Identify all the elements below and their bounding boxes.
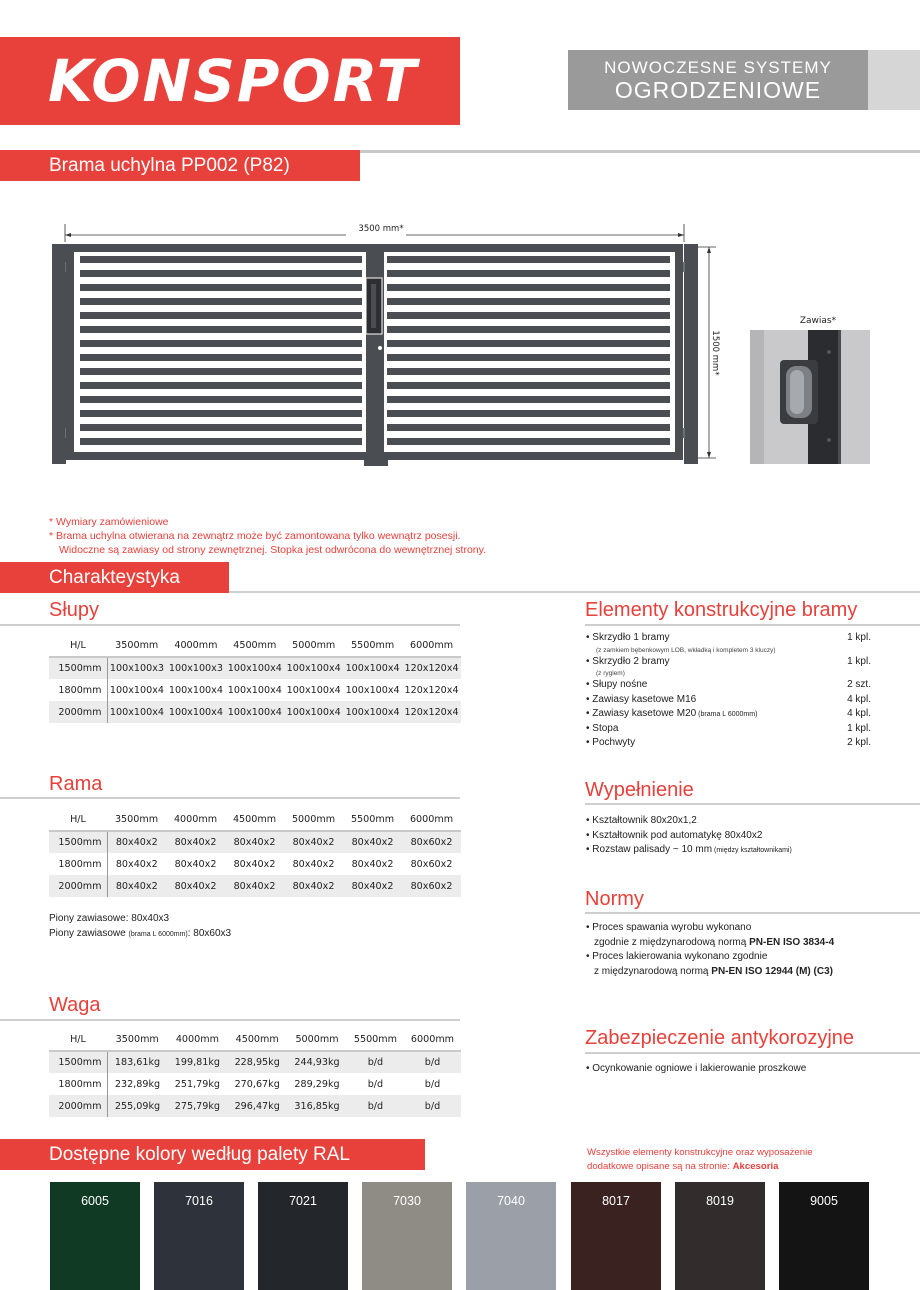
list-item xyxy=(586,693,871,708)
table-cell: 244,93kg xyxy=(287,1051,347,1073)
piony-label: Piony zawiasowe xyxy=(49,928,129,939)
table-cell: 100x100x4 xyxy=(286,684,341,696)
table-cell: 251,79kg xyxy=(174,1078,220,1090)
slupy-table xyxy=(49,635,461,723)
item-label: • Zawiasy kasetowe M16 xyxy=(586,693,697,705)
table-row xyxy=(49,1095,461,1117)
item-label: • Słupy nośne xyxy=(586,679,648,690)
table-header: 5500mm xyxy=(343,809,402,831)
table-cell: 80x40x2 xyxy=(351,858,394,870)
list-item xyxy=(586,631,871,646)
table-cell: b/d xyxy=(424,1078,441,1090)
table-cell: 100x100x4 xyxy=(345,684,400,696)
table-row xyxy=(49,1073,461,1095)
table-header: H/L xyxy=(49,809,107,831)
table-header: 5000mm xyxy=(287,1029,347,1051)
rama-divider xyxy=(0,797,460,799)
tagline-line1: NOWOCZESNE SYSTEMY xyxy=(604,58,832,77)
tagline-line2: OGRODZENIOWE xyxy=(614,77,822,103)
accessories-note-text: dodatkowe opisane są na stronie: xyxy=(587,1160,733,1172)
table-cell: 80x60x2 xyxy=(402,831,461,853)
table-cell: 80x40x2 xyxy=(284,875,343,897)
table-cell: b/d xyxy=(404,1051,461,1073)
brand-logo: KONSPORT xyxy=(48,47,419,115)
table-cell: 2000mm xyxy=(49,875,107,897)
swatch-code: 9005 xyxy=(810,1194,838,1208)
swatch-code: 7016 xyxy=(185,1194,213,1208)
table-header: 5000mm xyxy=(284,635,343,657)
table-cell: 80x40x2 xyxy=(107,875,166,897)
elementy-title: Elementy konstrukcyjne bramy xyxy=(585,599,858,621)
item-label: • Skrzydło 1 bramy xyxy=(586,632,670,643)
table-cell: 2000mm xyxy=(49,701,107,723)
item-qty: 1 kpl. xyxy=(847,632,871,643)
table-cell: 228,95kg xyxy=(227,1051,287,1073)
table-cell: 100x100x4 xyxy=(107,701,166,723)
table-cell: 80x60x2 xyxy=(402,875,461,897)
table-header: 4500mm xyxy=(227,1029,287,1051)
rama-title: Rama xyxy=(49,773,103,795)
table-cell: b/d xyxy=(347,1095,404,1117)
accessories-note-line1: Wszystkie elementy konstrukcyjne oraz wyposażenie xyxy=(587,1147,813,1158)
note-dimensions: * Wymiary zamówieniowe xyxy=(49,516,169,528)
item-qty: 2 szt. xyxy=(847,679,871,690)
swatch-code: 8019 xyxy=(706,1194,734,1208)
swatch-code: 7040 xyxy=(497,1194,525,1208)
accessories-note-line2 xyxy=(587,1160,813,1174)
list-item xyxy=(586,843,886,858)
table-cell: 80x40x2 xyxy=(292,858,335,870)
item-label: z międzynarodową normą xyxy=(594,965,712,977)
normy-divider xyxy=(585,912,920,914)
rama-table xyxy=(49,809,461,897)
logo-banner xyxy=(0,37,460,125)
norm-code: PN-EN ISO 3834-4 xyxy=(749,936,835,948)
table-header: 5500mm xyxy=(347,1029,404,1051)
slupy-divider xyxy=(0,624,460,626)
color-swatch-7030 xyxy=(362,1182,452,1290)
zabezpieczenie-list xyxy=(586,1062,906,1077)
table-cell: b/d xyxy=(367,1078,384,1090)
table-cell: 183,61kg xyxy=(107,1051,167,1073)
color-swatch-8017 xyxy=(571,1182,661,1290)
table-cell: 80x40x2 xyxy=(343,831,402,853)
item-label: • Pochwyty xyxy=(586,737,636,748)
item-qty: 4 kpl. xyxy=(847,708,871,719)
table-cell: 270,67kg xyxy=(234,1078,280,1090)
swatch-code: 8017 xyxy=(602,1194,630,1208)
piony-condition: (brama L 6000mm) xyxy=(128,931,188,938)
title-divider xyxy=(360,150,920,153)
table-cell: 296,47kg xyxy=(227,1095,287,1117)
zabezpieczenie-divider xyxy=(585,1052,920,1054)
color-swatch-9005 xyxy=(779,1182,869,1290)
item-label: zgodnie z międzynarodową normą xyxy=(594,936,750,948)
color-swatch-8019 xyxy=(675,1182,765,1290)
color-swatch-7040 xyxy=(466,1182,556,1290)
table-cell: 100x100x4 xyxy=(109,684,165,696)
waga-title: Waga xyxy=(49,994,101,1016)
table-cell: 100x100x4 xyxy=(284,701,343,723)
table-cell: 1800mm xyxy=(49,679,107,701)
table-header: 3500mm xyxy=(107,809,166,831)
table-cell: 120x120x4 xyxy=(402,701,461,723)
tagline-accent xyxy=(868,50,920,110)
table-row xyxy=(49,679,461,701)
table-cell: 80x40x2 xyxy=(233,858,276,870)
table-cell: 80x40x2 xyxy=(343,875,402,897)
table-row xyxy=(49,657,461,679)
table-header: 5000mm xyxy=(284,809,343,831)
piony-zawiasowe-2 xyxy=(49,927,231,941)
table-header: H/L xyxy=(49,635,107,657)
table-cell: 120x120x4 xyxy=(402,657,461,679)
table-cell: 80x40x2 xyxy=(225,831,284,853)
table-header: 6000mm xyxy=(404,1029,461,1051)
table-cell: 80x40x2 xyxy=(284,831,343,853)
table-cell: 80x60x2 xyxy=(410,858,453,870)
list-item xyxy=(586,965,906,980)
piony-value: : 80x60x3 xyxy=(187,928,232,939)
table-cell: 100x100x4 xyxy=(227,684,282,696)
item-note: (brama L 6000mm) xyxy=(696,711,758,718)
item-qty: 1 kpl. xyxy=(847,722,871,734)
table-cell: 80x40x2 xyxy=(166,831,225,853)
table-row xyxy=(49,701,461,723)
table-header: 3500mm xyxy=(107,635,166,657)
list-item xyxy=(586,736,871,751)
table-cell: 1500mm xyxy=(49,1051,107,1073)
characteristics-header: Charakteystyka xyxy=(0,562,229,593)
table-header: 4000mm xyxy=(167,1029,227,1051)
width-dimension-label: 3500 mm* xyxy=(358,224,404,234)
item-note: (między kształtownikami) xyxy=(712,847,792,854)
table-cell: b/d xyxy=(347,1051,404,1073)
list-item xyxy=(586,936,906,951)
table-cell: 100x100x3 xyxy=(166,657,225,679)
product-title: Brama uchylna PP002 (P82) xyxy=(0,150,360,181)
table-cell: 100x100x4 xyxy=(284,657,343,679)
hinge-photo xyxy=(750,330,870,464)
table-cell: 100x100x4 xyxy=(225,657,284,679)
list-item xyxy=(586,655,871,670)
table-cell: 2000mm xyxy=(49,1095,107,1117)
note-mounting: * Brama uchylna otwierana na zewnątrz może być zamontowana tylko wewnątrz posesji. xyxy=(49,530,461,542)
normy-title: Normy xyxy=(585,888,644,910)
table-cell: 316,85kg xyxy=(287,1095,347,1117)
list-item xyxy=(586,707,871,722)
swatch-code: 7021 xyxy=(289,1194,317,1208)
normy-list xyxy=(586,921,906,979)
item-label: • Zawiasy kasetowe M20 xyxy=(586,708,697,719)
norm-code: PN-EN ISO 12944 (M) (C3) xyxy=(711,965,833,977)
table-header: 6000mm xyxy=(402,635,461,657)
table-cell: 100x100x4 xyxy=(343,657,402,679)
height-dimension-label: 1500 mm* xyxy=(710,330,720,376)
table-cell: 232,89kg xyxy=(114,1078,161,1090)
list-item: • Kształtownik 80x20x1,2 xyxy=(586,815,697,826)
waga-divider xyxy=(0,1019,460,1021)
piony-zawiasowe-1: Piony zawiasowe: 80x40x3 xyxy=(49,913,170,924)
wypelnienie-title: Wypełnienie xyxy=(585,779,694,801)
table-header-row xyxy=(49,635,461,657)
list-item: • Proces lakierowania wykonano zgodnie xyxy=(586,951,768,962)
table-header: 4000mm xyxy=(166,635,225,657)
table-cell: 100x100x4 xyxy=(168,684,223,696)
characteristics-divider xyxy=(229,591,920,593)
table-header: H/L xyxy=(49,1029,107,1051)
item-note: (z ryglem) xyxy=(596,670,625,677)
list-item: • Ocynkowanie ogniowe i lakierowanie proszkowe xyxy=(586,1063,807,1074)
table-cell: 80x40x2 xyxy=(115,858,158,870)
color-swatch-7021 xyxy=(258,1182,348,1290)
table-cell: 80x40x2 xyxy=(107,831,166,853)
colors-header: Dostępne kolory według palety RAL xyxy=(0,1139,425,1170)
table-cell: 80x40x2 xyxy=(166,875,225,897)
swatch-code: 7030 xyxy=(393,1194,421,1208)
tagline xyxy=(568,50,868,110)
table-cell: 289,29kg xyxy=(294,1078,340,1090)
hinge-label: Zawias* xyxy=(799,316,837,326)
waga-table xyxy=(49,1029,461,1117)
color-swatch-7016 xyxy=(154,1182,244,1290)
accessories-link[interactable]: Akcesoria xyxy=(732,1160,779,1172)
table-cell: b/d xyxy=(404,1095,461,1117)
swatch-code: 6005 xyxy=(81,1194,109,1208)
table-header: 4500mm xyxy=(225,809,284,831)
table-row xyxy=(49,853,461,875)
table-header: 3500mm xyxy=(107,1029,167,1051)
item-label: • Rozstaw palisady ~ 10 mm xyxy=(586,844,713,855)
wypelnienie-divider xyxy=(585,803,920,805)
table-row xyxy=(49,875,461,897)
table-header-row xyxy=(49,1029,461,1051)
table-row xyxy=(49,1051,461,1073)
table-cell: 100x100x4 xyxy=(343,701,402,723)
table-cell: 100x100x4 xyxy=(166,701,225,723)
gate-drawing xyxy=(48,220,728,470)
list-item: • Proces spawania wyrobu wykonano xyxy=(586,922,752,933)
item-qty: 2 kpl. xyxy=(847,737,871,748)
item-note: (z zamkiem bębenkowym LOB, wkładką i kompletem 3 kluczy) xyxy=(596,646,776,654)
list-item xyxy=(586,678,871,693)
table-header: 5500mm xyxy=(343,635,402,657)
table-header: 6000mm xyxy=(402,809,461,831)
table-cell: 120x120x4 xyxy=(404,684,459,696)
item-qty: 4 kpl. xyxy=(847,693,871,705)
table-header: 4500mm xyxy=(225,635,284,657)
accessories-note xyxy=(587,1146,813,1173)
table-cell: 1800mm xyxy=(49,1073,107,1095)
table-cell: 1500mm xyxy=(49,657,107,679)
table-cell: 1500mm xyxy=(49,831,107,853)
note-hinges: Widoczne są zawiasy od strony zewnętrznej. Stopka jest odwrócona do wewnętrznej strony. xyxy=(59,544,487,556)
elementy-list xyxy=(586,631,871,751)
table-header: 4000mm xyxy=(166,809,225,831)
table-cell: 100x100x4 xyxy=(225,701,284,723)
list-item: • Kształtownik pod automatykę 80x40x2 xyxy=(586,829,763,841)
table-cell: 80x40x2 xyxy=(174,858,217,870)
table-row xyxy=(49,831,461,853)
table-cell: 255,09kg xyxy=(107,1095,167,1117)
table-header-row xyxy=(49,809,461,831)
table-cell: 1800mm xyxy=(49,853,107,875)
zabezpieczenie-title: Zabezpieczenie antykorozyjne xyxy=(585,1027,855,1049)
table-cell: 80x40x2 xyxy=(225,875,284,897)
wypelnienie-list xyxy=(586,814,886,858)
item-qty: 1 kpl. xyxy=(847,655,871,667)
item-label: • Stopa xyxy=(586,722,619,734)
table-cell: 199,81kg xyxy=(167,1051,227,1073)
color-swatch-6005 xyxy=(50,1182,140,1290)
slupy-title: Słupy xyxy=(49,599,100,621)
table-cell: 275,79kg xyxy=(167,1095,227,1117)
item-label: • Skrzydło 2 bramy xyxy=(586,655,670,667)
table-cell: 100x100x3 xyxy=(107,657,166,679)
elementy-divider xyxy=(585,624,920,626)
list-item xyxy=(586,722,871,737)
